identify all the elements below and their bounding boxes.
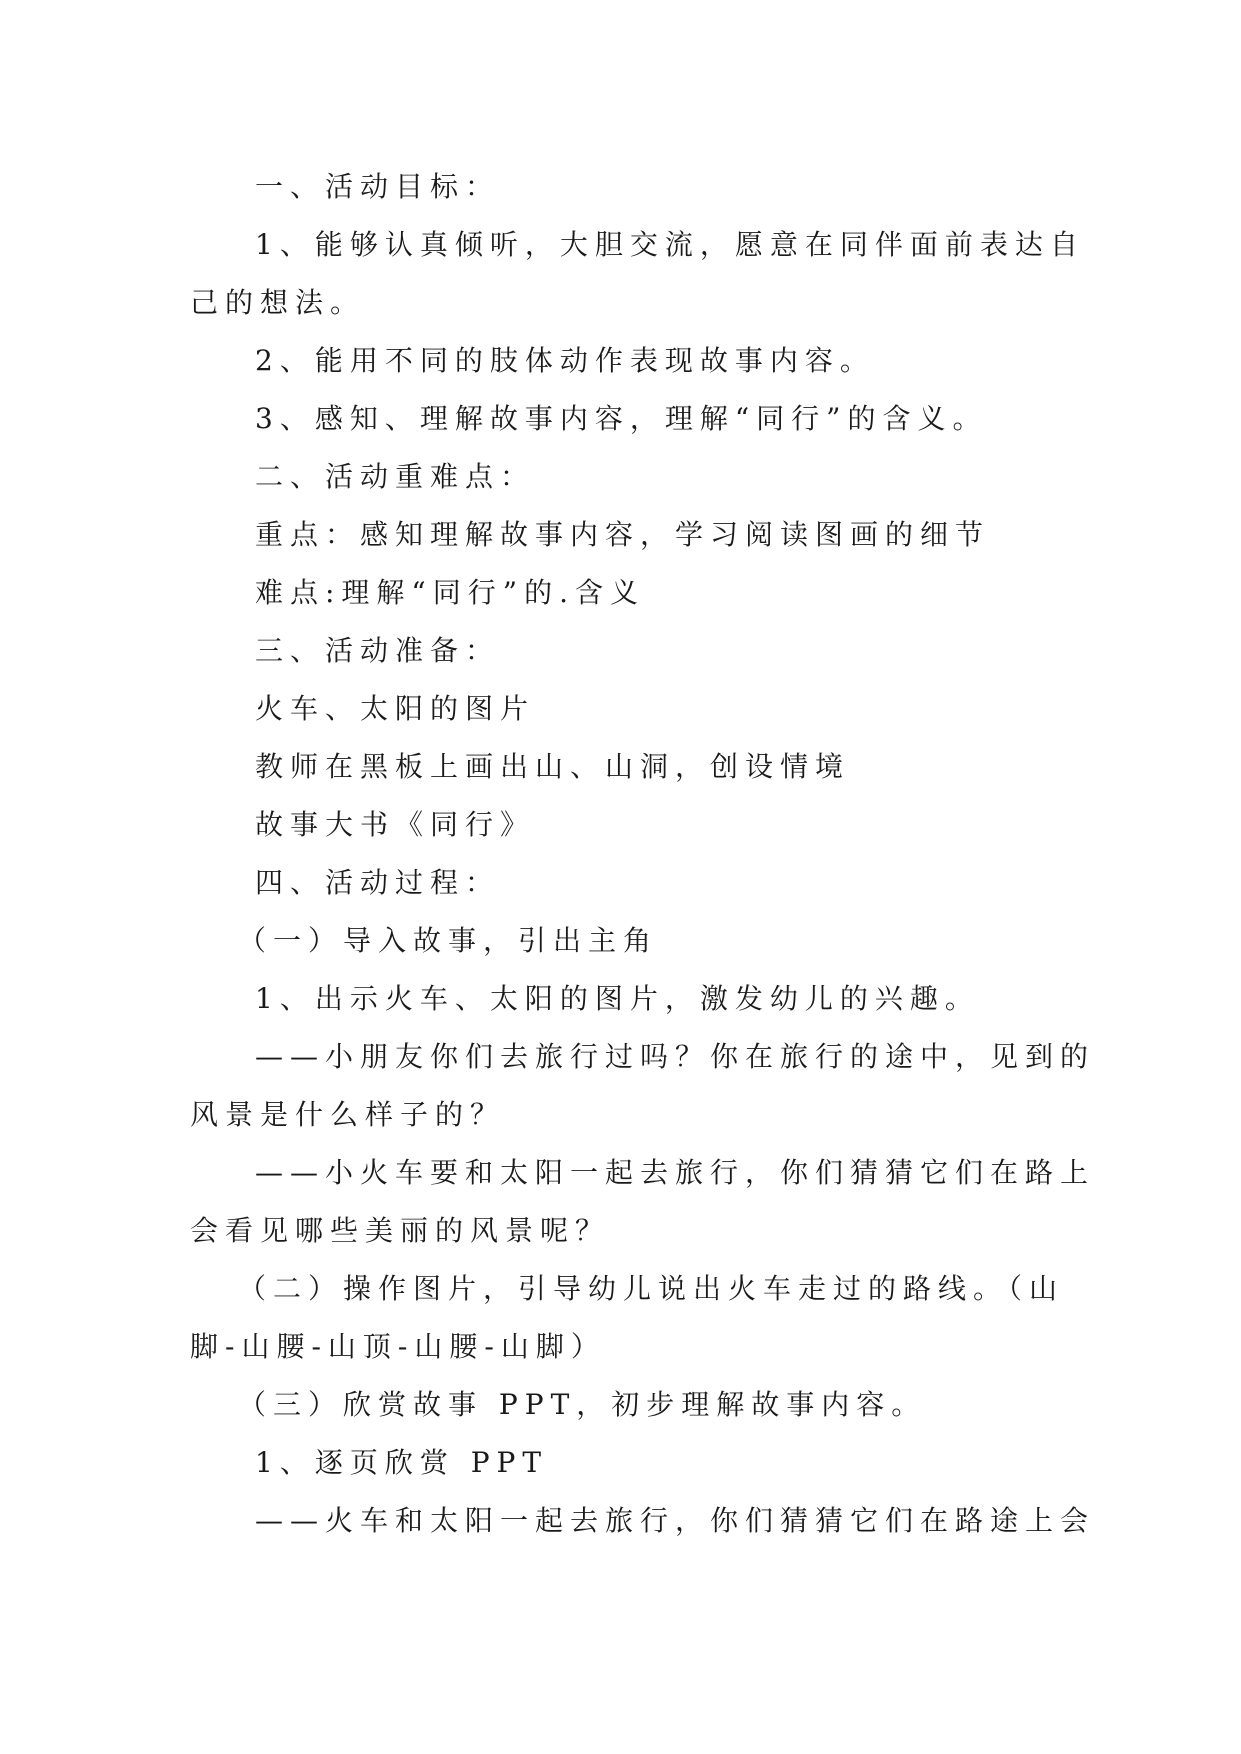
paragraph-line: 2、能用不同的肢体动作表现故事内容。 [255, 344, 875, 377]
section-heading-goals: 一、活动目标： [255, 170, 501, 203]
paragraph-line: 教师在黑板上画出山、山洞，创设情境 [255, 750, 851, 783]
subsection-heading: （二）操作图片，引导幼儿说出火车走过的路线。（山 [238, 1272, 1065, 1305]
paragraph-line: 1、逐页欣赏 PPT [255, 1446, 549, 1479]
paragraph-line: 脚-山腰-山顶-山腰-山脚） [190, 1330, 606, 1363]
subsection-heading: （一）导入故事，引出主角 [238, 924, 659, 957]
paragraph-line: 会看见哪些美丽的风景呢？ [190, 1214, 611, 1247]
paragraph-line: ——小朋友你们去旅行过吗？你在旅行的途中，见到的 [255, 1040, 1096, 1073]
document-body [190, 158, 1096, 1550]
paragraph-line: 风景是什么样子的？ [190, 1098, 506, 1131]
paragraph-line: 重点：感知理解故事内容，学习阅读图画的细节 [255, 518, 991, 551]
paragraph-line: ——火车和太阳一起去旅行，你们猜猜它们在路途上会 [255, 1504, 1096, 1537]
paragraph-line: 3、感知、理解故事内容，理解“同行”的含义。 [255, 402, 988, 435]
subsection-heading: （三）欣赏故事 PPT，初步理解故事内容。 [238, 1388, 927, 1421]
section-heading-key-points: 二、活动重难点： [255, 460, 536, 493]
paragraph-line: 火车、太阳的图片 [255, 692, 536, 725]
section-heading-preparation: 三、活动准备： [255, 634, 501, 667]
paragraph-line: 己的想法。 [190, 286, 366, 319]
paragraph-line: 难点:理解“同行”的.含义 [255, 576, 645, 609]
paragraph-line: 故事大书《同行》 [255, 808, 536, 841]
paragraph-line: ——小火车要和太阳一起去旅行，你们猜猜它们在路上 [255, 1156, 1096, 1189]
section-heading-process: 四、活动过程： [255, 866, 501, 899]
paragraph-line: 1、能够认真倾听，大胆交流，愿意在同伴面前表达自 [255, 228, 1085, 261]
paragraph-line: 1、出示火车、太阳的图片，激发幼儿的兴趣。 [255, 982, 980, 1015]
